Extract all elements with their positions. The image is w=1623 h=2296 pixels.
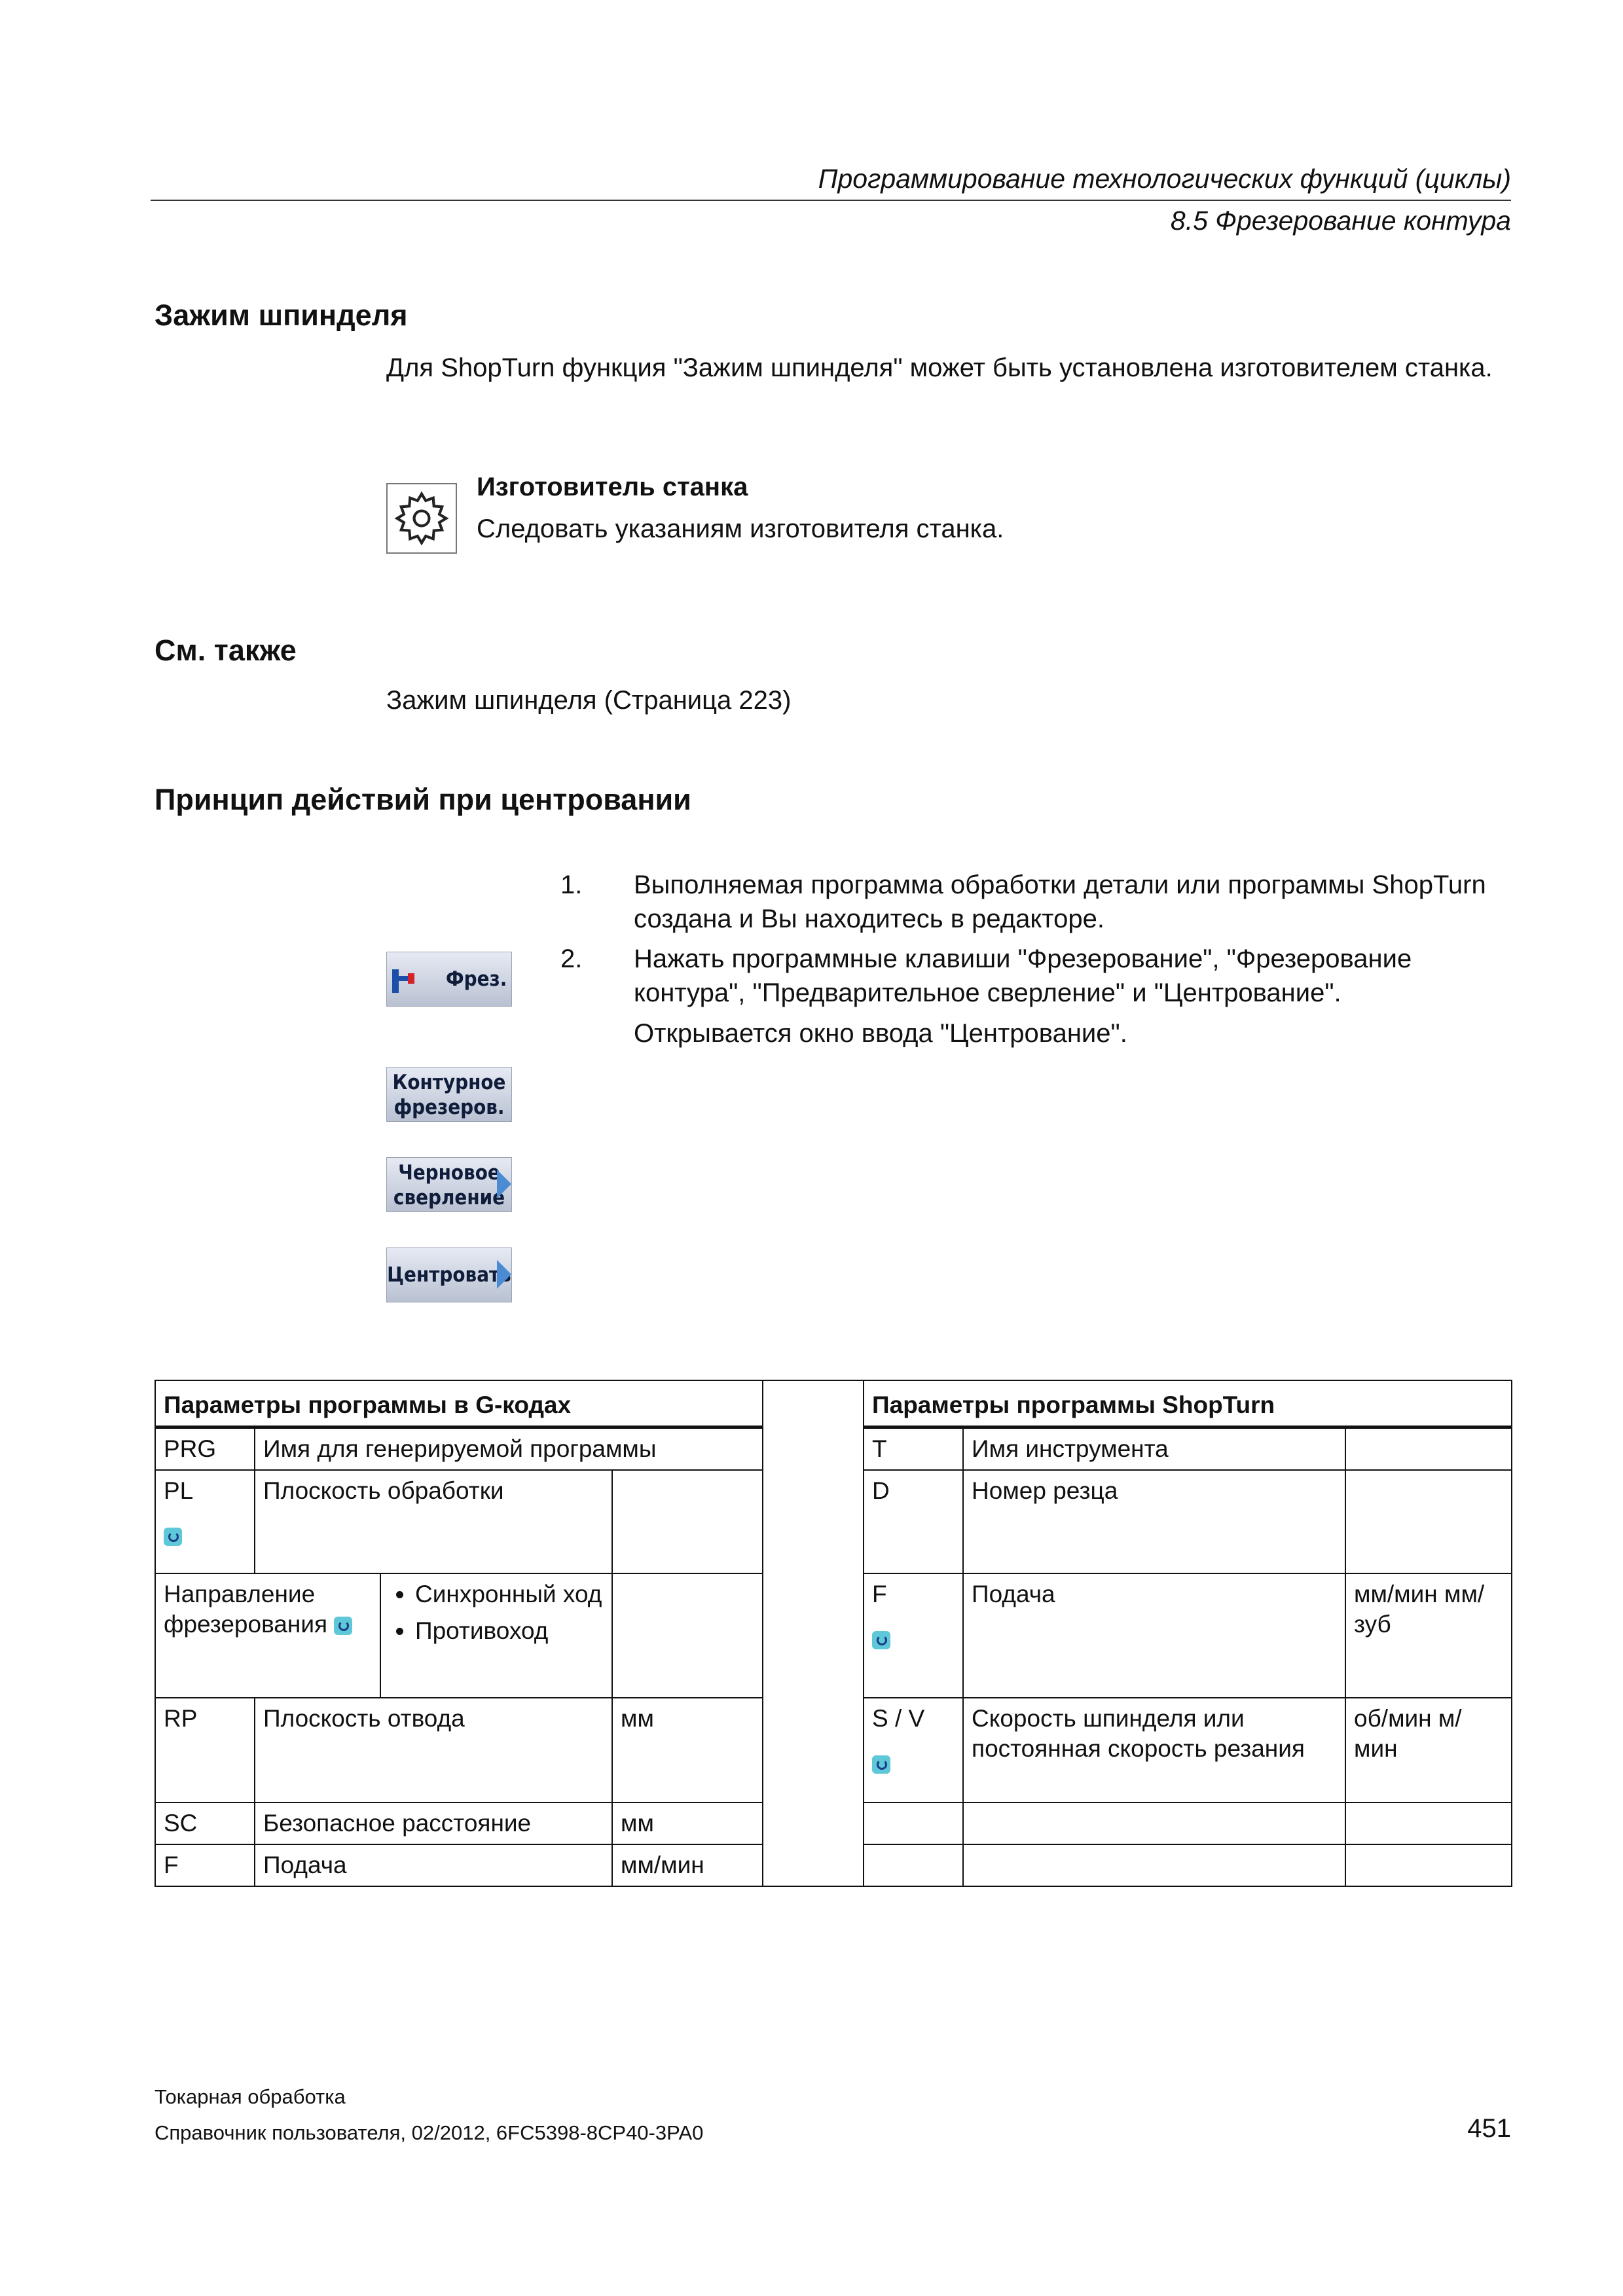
empty-cell (864, 1844, 963, 1886)
param-desc: Безопасное расстояние (255, 1803, 612, 1844)
param-desc: Номер резца (963, 1470, 1345, 1573)
softkey-centering[interactable] (386, 1247, 512, 1302)
spindle-clamp-heading: Зажим шпинделя (155, 298, 408, 332)
header-divider (151, 200, 1511, 201)
empty-cell (963, 1803, 1345, 1844)
empty-cell (864, 1803, 963, 1844)
see-also-heading: См. также (155, 634, 297, 667)
gcode-params-header: Параметры программы в G-кодах (155, 1380, 763, 1427)
section-title: 8.5 Фрезерование контура (1170, 206, 1511, 236)
toggle-icon[interactable] (334, 1617, 352, 1635)
param-code: F (155, 1844, 255, 1886)
param-desc: Плоскость обработки (255, 1470, 612, 1573)
toggle-icon[interactable] (164, 1528, 182, 1546)
param-unit: мм (612, 1803, 763, 1844)
shopturn-params-header: Параметры программы ShopTurn (864, 1380, 1512, 1427)
step-text: Выполняемая программа обработки детали или программы ShopTurn создана и Вы находитесь в редакторе. (634, 870, 1486, 933)
param-code: D (864, 1470, 963, 1573)
param-code: SC (155, 1803, 255, 1844)
softkey-contour-milling[interactable] (386, 1067, 512, 1122)
param-desc: Имя инструмента (963, 1427, 1345, 1471)
param-cell (155, 1470, 255, 1573)
param-code: T (864, 1427, 963, 1471)
page-number: 451 (1467, 2114, 1511, 2143)
param-options (380, 1573, 612, 1698)
param-unit: об/мин м/мин (1345, 1698, 1512, 1803)
step-text: Нажать программные клавиши "Фрезерование", "Фрезерование контура", "Предварительное сверление" и "Центрование". (634, 944, 1412, 1007)
param-cell (864, 1698, 963, 1803)
footer-product: Токарная обработка (155, 2085, 346, 2108)
softkey-pre-drilling[interactable] (386, 1157, 512, 1212)
param-unit: мм (612, 1698, 763, 1803)
param-desc: Имя для генерируемой программы (255, 1427, 763, 1471)
option-item: • Синхронный ход (415, 1579, 604, 1609)
softkey-milling[interactable] (386, 952, 512, 1007)
softkey-label: Черновое сверление (393, 1161, 505, 1210)
param-unit: мм/мин мм/зуб (1345, 1573, 1512, 1698)
softkey-label: Фрез. (446, 967, 507, 991)
param-cell (155, 1573, 380, 1698)
gear-icon (386, 483, 457, 554)
param-unit (612, 1573, 763, 1698)
manufacturer-note-title: Изготовитель станка (477, 473, 748, 501)
option-item: • Противоход (415, 1616, 604, 1646)
softkey-label: Контурное фрезеров. (392, 1071, 506, 1119)
spindle-clamp-text: Для ShopTurn функция "Зажим шпинделя" может быть установлена изготовителем станка. (386, 353, 1493, 382)
param-desc: Скорость шпинделя или постоянная скорость резания (963, 1698, 1345, 1803)
softkey-label: Центровать (387, 1263, 511, 1287)
manufacturer-note-text: Следовать указаниям изготовителя станка. (477, 514, 1004, 543)
toggle-icon[interactable] (872, 1631, 890, 1649)
param-desc: Подача (255, 1844, 612, 1886)
param-desc: Подача (963, 1573, 1345, 1698)
param-code: RP (155, 1698, 255, 1803)
footer-manual: Справочник пользователя, 02/2012, 6FC5398-8CP40-3PA0 (155, 2121, 704, 2144)
milling-tool-icon (392, 965, 416, 997)
param-code: PL (164, 1477, 194, 1504)
empty-cell (1345, 1844, 1512, 1886)
empty-cell (963, 1844, 1345, 1886)
softkey-arrow-icon (497, 1170, 511, 1198)
param-unit (1345, 1427, 1512, 1471)
see-also-link[interactable]: Зажим шпинделя (Страница 223) (386, 686, 792, 715)
param-desc: Плоскость отвода (255, 1698, 612, 1803)
param-code: S / V (872, 1705, 925, 1732)
chapter-title: Программирование технологических функций (циклы) (818, 164, 1511, 194)
param-code: Направление фрезерования (164, 1581, 328, 1638)
param-code: F (872, 1581, 887, 1607)
toggle-icon[interactable] (872, 1755, 890, 1774)
step-result: Открывается окно ввода "Центрование". (634, 1019, 1127, 1048)
table-spacer (763, 1380, 864, 1886)
param-cell (864, 1573, 963, 1698)
param-unit (612, 1470, 763, 1573)
parameter-table (155, 1380, 1512, 1887)
param-unit (1345, 1470, 1512, 1573)
softkey-arrow-icon (497, 1260, 511, 1289)
param-unit: мм/мин (612, 1844, 763, 1886)
empty-cell (1345, 1803, 1512, 1844)
param-code: PRG (155, 1427, 255, 1471)
principle-heading: Принцип действий при центровании (155, 783, 691, 816)
step-number: 2. (560, 944, 583, 973)
step-number: 1. (560, 870, 583, 899)
